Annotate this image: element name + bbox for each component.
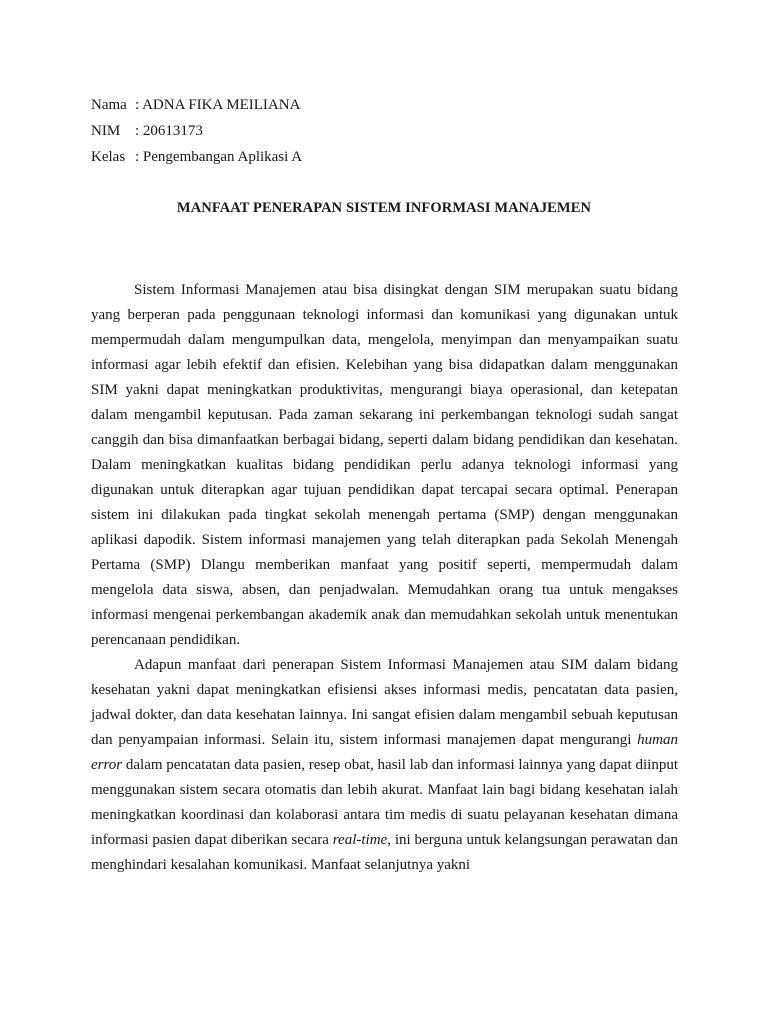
italic-term-real-time: real-time (332, 832, 388, 848)
document-body (91, 278, 678, 878)
name-row (91, 92, 302, 118)
name-label: Nama (91, 97, 127, 113)
document-title: MANFAAT PENERAPAN SISTEM INFORMASI MANAJEMEN (176, 200, 592, 216)
nim-label: NIM (91, 123, 121, 139)
nim-value: : 20613173 (135, 123, 203, 139)
nim-row (91, 118, 302, 144)
name-value: : ADNA FIKA MEILIANA (135, 97, 301, 113)
class-row (91, 144, 302, 170)
class-value: : Pengembangan Aplikasi A (135, 149, 303, 165)
paragraph-2-part-3: , ini berguna untuk kelangsungan perawatan dan menghindari kesalahan komunikasi. Manfaat selanjutnya yakni (91, 832, 678, 873)
paragraph-2-part-1: Adapun manfaat dari penerapan Sistem Informasi Manajemen atau SIM dalam bidang kesehatan yakni dapat meningkatkan efisiensi akses informasi medis, pencatatan data pasien, jadwal dokter, dan data kesehatan lainnya. Ini sangat efisien dalam mengambil sebuah keputusan dan penyampaian informasi. Selain itu, sistem informasi manajemen dapat mengurangi (91, 657, 678, 748)
italic-term-human-error: human error (91, 732, 678, 773)
class-label: Kelas (91, 149, 126, 165)
paragraph-2-part-2: dalam pencatatan data pasien, resep obat, hasil lab dan informasi lainnya yang dapat diinput menggunakan sistem secara otomatis dan lebih akurat. Manfaat lain bagi bidang kesehatan ialah meningkatkan koordinasi dan kolaborasi antara tim medis di suatu pelayanan kesehatan dimana informasi pasien dapat diberikan secara (91, 757, 678, 848)
paragraph-2 (91, 653, 678, 878)
paragraph-1: Sistem Informasi Manajemen atau bisa disingkat dengan SIM merupakan suatu bidang yang berperan pada penggunaan teknologi informasi dan komunikasi yang digunakan untuk mempermudah dalam mengumpulkan data, mengelola, menyimpan dan menyampaikan suatu informasi agar lebih efektif dan efisien. Kelebihan yang bisa didapatkan dalam menggunakan SIM yakni dapat meningkatkan produktivitas, mengurangi biaya operasional, dan ketepatan dalam mengambil keputusan. Pada zaman sekarang ini perkembangan teknologi sudah sangat canggih dan bisa dimanfaatkan berbagai bidang, seperti dalam bidang pendidikan dan kesehatan. Dalam meningkatkan kualitas bidang pendidikan perlu adanya teknologi informasi yang digunakan untuk diterapkan agar tujuan pendidikan dapat tercapai secara optimal. Penerapan sistem ini dilakukan pada tingkat sekolah menengah pertama (SMP) dengan menggunakan aplikasi dapodik. Sistem informasi manajemen yang telah diterapkan pada Sekolah Menengah Pertama (SMP) Dlangu memberikan manfaat yang positif seperti, mempermudah dalam mengelola data siswa, absen, dan penjadwalan. Memudahkan orang tua untuk mengakses informasi mengenai perkembangan akademik anak dan memudahkan sekolah untuk menentukan perencanaan pendidikan. (91, 282, 678, 648)
student-info (91, 92, 302, 170)
